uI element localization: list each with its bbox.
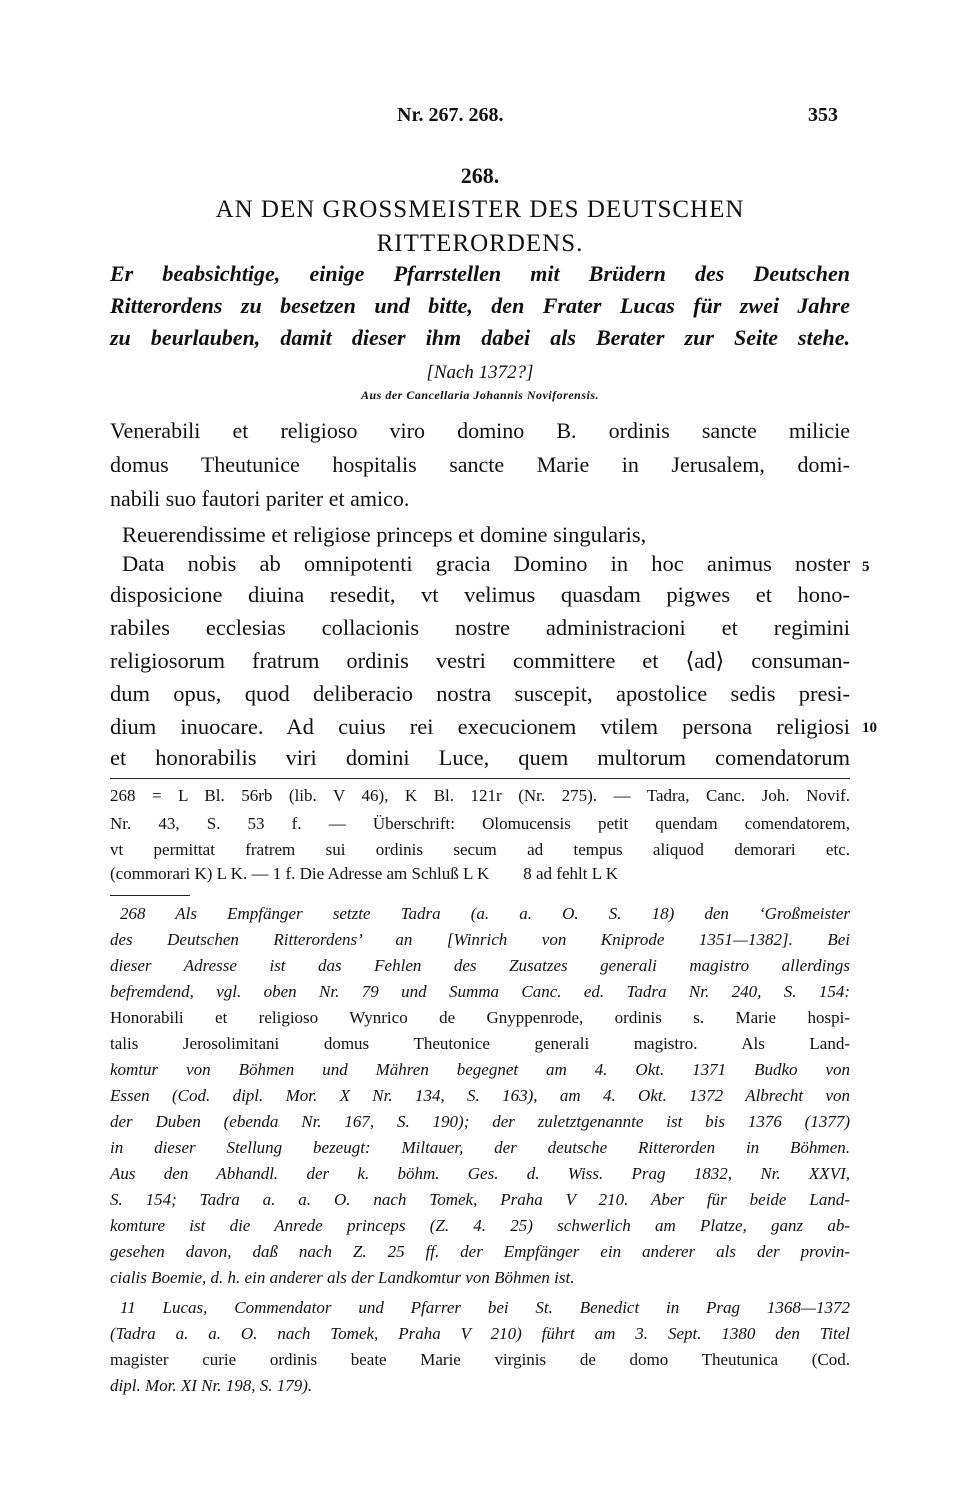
commentary-line: komture ist die Anrede princeps (Z. 4. 25) schwerlich am Platze, ganz ab- (110, 1216, 850, 1235)
document-number: 268. (460, 163, 500, 188)
commentary-line: magister curie ordinis beate Marie virginis de domo Theutunica (Cod. (110, 1350, 850, 1369)
commentary-line: 268 Als Empfänger setzte Tadra (a. a. O. S. 18) den ‘Großmeister (120, 904, 850, 923)
commentary-line: Essen (Cod. dipl. Mor. X Nr. 134, S. 163), am 4. Okt. 1372 Albrecht von (110, 1086, 850, 1105)
regest-line: Er beabsichtige, einige Pfarrstellen mit Brüdern des Deutschen (110, 261, 850, 286)
apparatus-line: vt permittat fratrem sui ordinis secum ad tempus aliquod demorari etc. (110, 840, 850, 859)
text-line: rabiles ecclesias collacionis nostre administracioni et regimini (110, 615, 850, 640)
source-note: Aus der Cancellaria Johannis Noviforensis. (360, 388, 600, 402)
text-line: et honorabilis viri domini Luce, quem multorum comendatorum (110, 745, 850, 770)
document-title-line-1: AN DEN GROSSMEISTER DES DEUTSCHEN (215, 196, 745, 223)
commentary-line: S. 154; Tadra a. a. O. nach Tomek, Praha V 210. Aber für beide Land- (110, 1190, 850, 1209)
regest-line: Ritterordens zu besetzen und bitte, den Frater Lucas für zwei Jahre (110, 293, 850, 318)
address-line: nabili suo fautori pariter et amico. (110, 486, 410, 511)
apparatus-line: (commorari K) L K. — 1 f. Die Adresse am Schluß L K 8 ad fehlt L K (110, 864, 618, 883)
running-title: Nr. 267. 268. (397, 104, 504, 126)
address-line: domus Theutunice hospitalis sancte Marie in Jerusalem, domi- (110, 452, 850, 477)
regest-line: zu beurlauben, damit dieser ihm dabei als Berater zur Seite stehe. (110, 325, 850, 350)
document-title-line-2: RITTERORDENS. (376, 230, 584, 257)
commentary-line: dieser Adresse ist das Fehlen des Zusatzes generali magistro allerdings (110, 956, 850, 975)
page-number: 353 (808, 104, 838, 126)
commentary-line: komtur von Böhmen und Mähren begegnet am 4. Okt. 1371 Budko von (110, 1060, 850, 1079)
commentary-line: talis Jerosolimitani domus Theutonice generali magistro. Als Land- (110, 1034, 850, 1053)
commentary-line: befremdend, vgl. oben Nr. 79 und Summa Canc. ed. Tadra Nr. 240, S. 154: (110, 982, 850, 1001)
text-line: Reuerendissime et religiose princeps et domine singularis, (122, 522, 647, 547)
text-line: Data nobis ab omnipotenti gracia Domino in hoc animus noster (122, 551, 850, 576)
commentary-line: des Deutschen Ritterordens’ an [Winrich von Kniprode 1351—1382]. Bei (110, 930, 850, 949)
apparatus-line: Nr. 43, S. 53 f. — Überschrift: Olomucensis petit quendam comendatorem, (110, 814, 850, 833)
commentary-line: (Tadra a. a. O. nach Tomek, Praha V 210) führt am 3. Sept. 1380 den Titel (110, 1324, 850, 1343)
line-number-5: 5 (862, 559, 870, 575)
text-line: disposicione diuina resedit, vt velimus quasdam pigwes et hono- (110, 582, 850, 607)
text-line: dum opus, quod deliberacio nostra suscepit, apostolice sedis presi- (110, 681, 850, 706)
text-line: religiosorum fratrum ordinis vestri committere et ⟨ad⟩ consuman- (110, 648, 850, 673)
commentary-line: dipl. Mor. XI Nr. 198, S. 179). (110, 1376, 313, 1395)
text-line: dium inuocare. Ad cuius rei execucionem vtilem persona religiosi (110, 714, 850, 739)
line-number-10: 10 (862, 720, 877, 736)
commentary-line: Aus den Abhandl. der k. böhm. Ges. d. Wiss. Prag 1832, Nr. XXVI, (110, 1164, 850, 1183)
commentary-line: gesehen davon, daß nach Z. 25 ff. der Empfänger ein anderer als der provin- (110, 1242, 850, 1261)
commentary-line: in dieser Stellung bezeugt: Miltauer, der deutsche Ritterorden in Böhmen. (110, 1138, 850, 1157)
apparatus-line: 268 = L Bl. 56rb (lib. V 46), K Bl. 121r (Nr. 275). — Tadra, Canc. Joh. Novif. (110, 786, 850, 805)
commentary-line: Honorabili et religioso Wynrico de Gnyppenrode, ordinis s. Marie hospi- (110, 1008, 850, 1027)
commentary-rule (110, 895, 190, 896)
footnote-rule (110, 778, 850, 779)
date-note: [Nach 1372?] (426, 362, 534, 383)
address-line: Venerabili et religioso viro domino B. ordinis sancte milicie (110, 418, 850, 443)
commentary-line: der Duben (ebenda Nr. 167, S. 190); der zuletztgenannte ist bis 1376 (1377) (110, 1112, 850, 1131)
commentary-line: 11 Lucas, Commendator und Pfarrer bei St. Benedict in Prag 1368—1372 (120, 1298, 850, 1317)
commentary-line: cialis Boemie, d. h. ein anderer als der Landkomtur von Böhmen ist. (110, 1268, 575, 1287)
